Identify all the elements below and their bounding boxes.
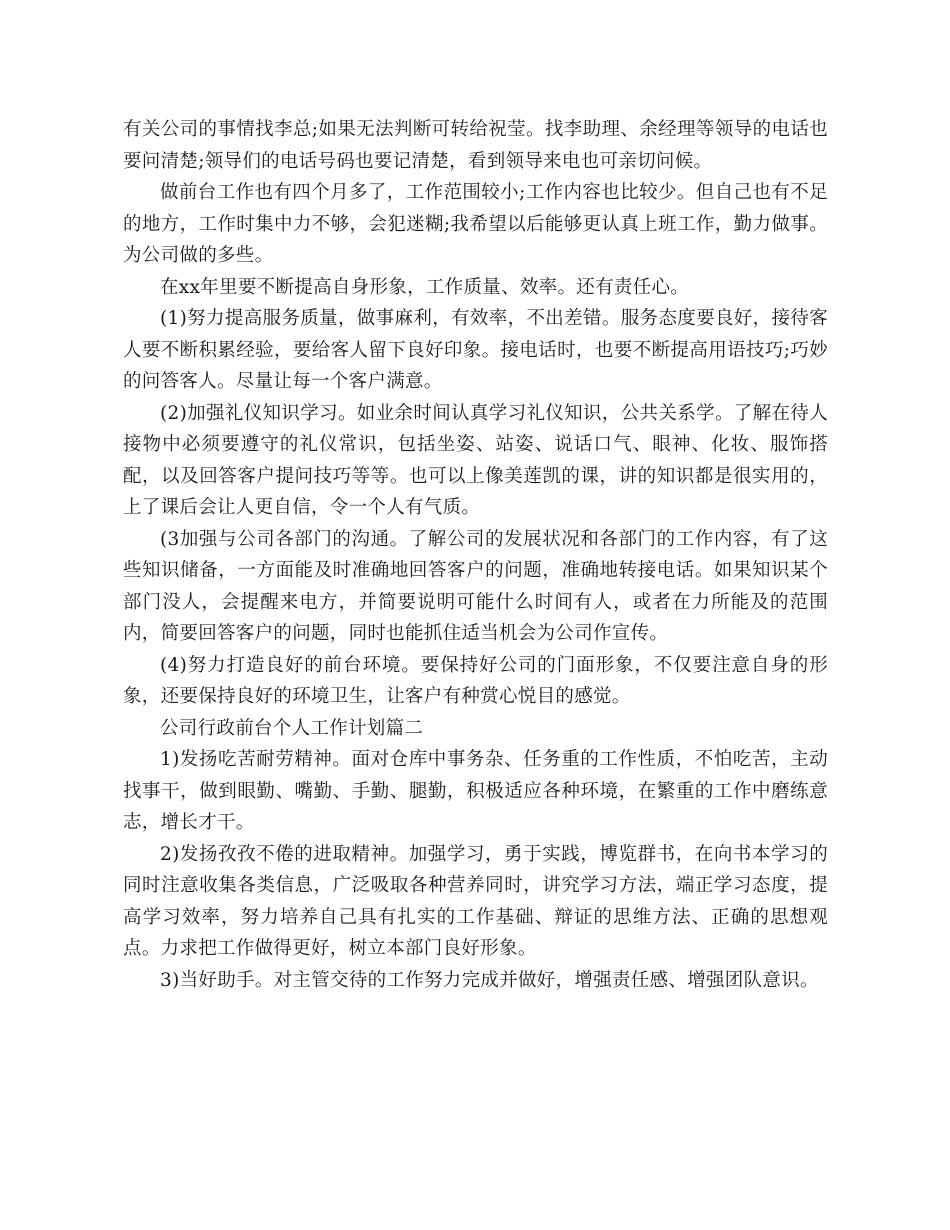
paragraph-6: (3加强与公司各部门的沟通。了解公司的发展状况和各部门的工作内容，有了这些知识储备，一方面能及时准确地回答客户的问题，准确地转接电话。如果知识某个部门没人，会提醒来电方，并简要说明可能什么时间有人，或者在力所能及的范围内，简要回答客户的问题，同时也能抓住适当机会为公司作宣传。 [123,528,828,644]
paragraph-10: 3)当好助手。对主管交待的工作努力完成并做好，增强责任感、增强团队意识。 [160,969,819,991]
paragraph-2: 做前台工作也有四个月多了，工作范围较小;工作内容也比较少。但自己也有不足的地方，工作时集中力不够，会犯迷糊;我希望以后能够更认真上班工作，勤力做事。为公司做的多些。 [123,182,828,266]
paragraph-1: 有关公司的事情找李总;如果无法判断可转给祝莹。找李助理、余经理等领导的电话也要问清楚;领导们的电话号码也要记清楚，看到领导来电也可亲切问候。 [123,119,828,172]
section-heading: 公司行政前台个人工作计划篇二 [160,717,424,739]
paragraph-7: (4)努力打造良好的前台环境。要保持好公司的门面形象，不仅要注意自身的形象，还要保持良好的环境卫生，让客户有种赏心悦目的感觉。 [123,654,828,707]
paragraph-9: 2)发扬孜孜不倦的进取精神。加强学习，勇于实践，博览群书，在向书本学习的同时注意收集各类信息，广泛吸取各种营养同时，讲究学习方法，端正学习态度，提高学习效率，努力培养自己具有扎实的工作基础、辩证的思维方法、正确的思想观点。力求把工作做得更好，树立本部门良好形象。 [123,843,828,959]
paragraph-8: 1)发扬吃苦耐劳精神。面对仓库中事务杂、任务重的工作性质，不怕吃苦，主动找事干，做到眼勤、嘴勤、手勤、腿勤，积极适应各种环境，在繁重的工作中磨练意志，增长才干。 [123,749,828,833]
document-body [123,114,828,996]
paragraph-3: 在xx年里要不断提高自身形象，工作质量、效率。还有责任心。 [160,276,690,298]
paragraph-5: (2)加强礼仪知识学习。如业余时间认真学习礼仪知识，公共关系学。了解在待人接物中必须要遵守的礼仪常识，包括坐姿、站姿、说话口气、眼神、化妆、服饰搭配，以及回答客户提问技巧等等。也可以上像美莲凯的课，讲的知识都是很实用的，上了课后会让人更自信，令一个人有气质。 [123,402,828,518]
paragraph-4: (1)努力提高服务质量，做事麻利，有效率，不出差错。服务态度要良好，接待客人要不断积累经验，要给客人留下良好印象。接电话时，也要不断提高用语技巧;巧妙的问答客人。尽量让每一个客户满意。 [123,308,828,392]
